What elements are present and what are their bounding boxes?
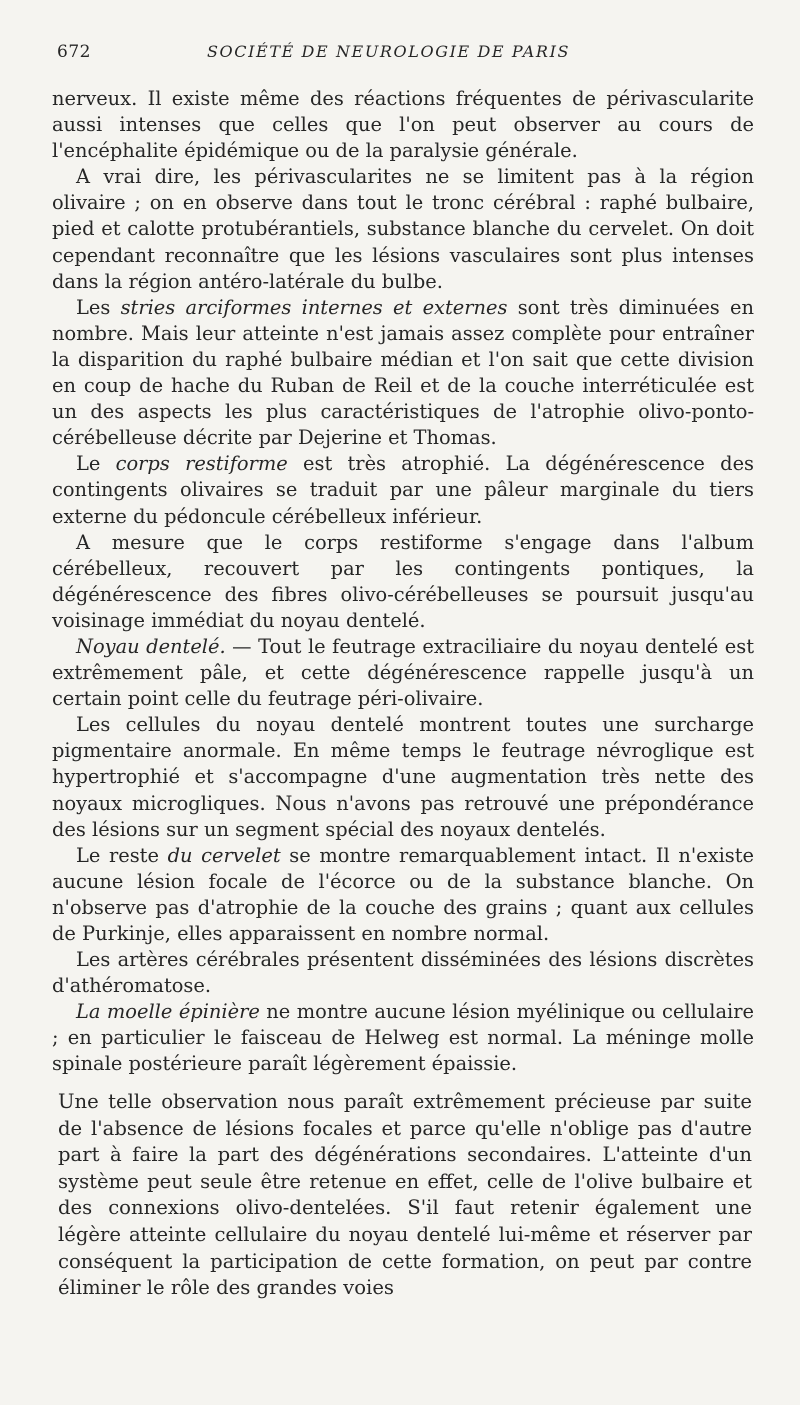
paragraph-stries-arciformes (52, 295, 754, 452)
paragraph-text: Les cellules du noyau dentelé montrent toutes une surcharge pigmentaire anormale. En même temps le feutrage névroglique est hypertrophié et s'accompagne d'une augmentation très nette des noyaux microgliques. Nous n'avons pas retrouvé une prépondérance des lésions sur un segment spécial des noyaux dentelés. (52, 713, 754, 841)
paragraph-cervelet (52, 843, 754, 947)
paragraph-cellules-noyau (52, 712, 754, 842)
paragraph-lead: Le (76, 452, 116, 476)
conclusion-section (58, 1089, 752, 1302)
paragraph-text: A mesure que le corps restiforme s'engage dans l'album cérébelleux, recouvert par les contingents pontiques, la dégénérescence des fibres olivo-cérébelleuses se poursuit jusqu'au voisinage immédiat du noyau dentelé. (52, 530, 754, 632)
paragraph-arteres (52, 947, 754, 999)
conclusion-paragraph (58, 1089, 752, 1302)
paragraph-corps-restiforme (52, 451, 754, 529)
article-body (52, 86, 754, 1078)
paragraph-lead: Les (76, 295, 121, 319)
paragraph-perivascularites (52, 164, 754, 294)
italic-term: Noyau dentelé. (76, 634, 226, 658)
italic-term: La moelle épinière (76, 1000, 260, 1024)
italic-term: stries arciformes internes et externes (120, 295, 508, 319)
paragraph-text: est très atrophié. La dégénérescence des contingents olivaires se traduit par une pâleur marginale du tiers externe du pédoncule cérébelleux inférieur. (52, 452, 754, 528)
paragraph-lead: Le reste (76, 843, 168, 867)
paragraph-album-cerebelleux (52, 530, 754, 634)
conclusion-text: Une telle observation nous paraît extrêmement précieuse par suite de l'absence de lésions focales et parce qu'elle n'oblige pas d'autre part à faire la part des dégénérations secondaires. L'atteinte d'un système peut seule être retenue en effet, celle de l'olive bulbaire et des connexions olivo-dentelées. S'il faut retenir également une légère atteinte cellulaire du noyau dentelé lui-même et réserver par conséquent la participation de cette formation, on peut par contre éliminer le rôle des grandes voies (58, 1090, 752, 1300)
paragraph-text: ne montre aucune lésion myélinique ou cellulaire ; en particulier le faisceau de Helweg est normal. La méninge molle spinale postérieure paraît légèrement épaissie. (52, 1000, 754, 1076)
paragraph-text: sont très diminuées en nombre. Mais leur atteinte n'est jamais assez complète pour entraîner la disparition du raphé bulbaire médian et l'on sait que cette division en coup de hache du Ruban de Reil et de la couche interréticulée est un des aspects les plus caractéristiques de l'atrophie olivo-ponto-cérébelleuse décrite par Dejerine et Thomas. (52, 295, 755, 450)
page-number: 672 (57, 42, 91, 62)
running-header (57, 42, 756, 66)
italic-term: du cervelet (167, 843, 281, 867)
paragraph-text: se montre remarquablement intact. Il n'existe aucune lésion focale de l'écorce ou de la substance blanche. On n'observe pas d'atrophie de la couche des grains ; quant aux cellules de Purkinje, elles apparaissent en nombre normal. (52, 843, 754, 945)
paragraph-continuation (52, 86, 754, 164)
paragraph-text: A vrai dire, les périvascularites ne se limitent pas à la région olivaire ; on en observe dans tout le tronc cérébral : raphé bulbaire, pied et calotte protubérantiels, substance blanche du cervelet. On doit cependant reconnaître que les lésions vasculaires sont plus intenses dans la région antéro-latérale du bulbe. (52, 165, 754, 293)
paragraph-noyau-dentele (52, 634, 754, 712)
italic-term: corps restiforme (115, 452, 288, 476)
journal-title: SOCIÉTÉ DE NEUROLOGIE DE PARIS (207, 42, 571, 61)
paragraph-text: nerveux. Il existe même des réactions fréquentes de périvascularite aussi intenses que celles que l'on peut observer au cours de l'encéphalite épidémique ou de la paralysie générale. (52, 87, 754, 163)
paragraph-text: Les artères cérébrales présentent disséminées des lésions discrètes d'athéromatose. (52, 948, 754, 998)
paragraph-moelle-epiniere (52, 999, 754, 1077)
paragraph-text: — Tout le feutrage extraciliaire du noyau dentelé est extrêmement pâle, et cette dégénérescence rappelle jusqu'à un certain point celle du feutrage péri-olivaire. (52, 634, 755, 711)
